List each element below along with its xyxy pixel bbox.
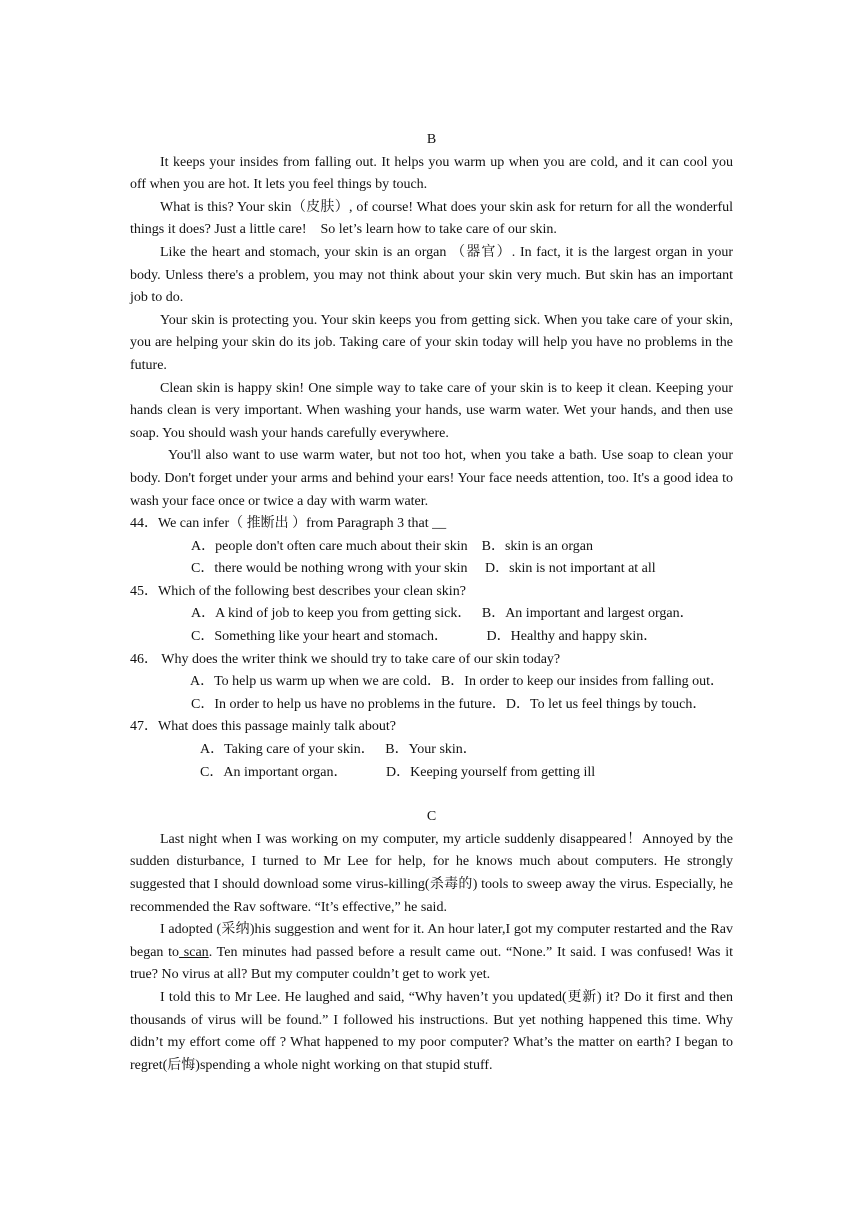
question-45-options-ab: A．A kind of job to keep you from getting sick． B．An important and largest organ． [191,606,694,622]
document-page [130,129,733,1077]
section-c-paragraph-2 [130,919,733,987]
question-47-stem: 47．What does this passage mainly talk about? [130,719,396,735]
section-b-paragraph-4: Your skin is protecting you. Your skin keeps you from getting sick. When you take care of your skin, you are helping your skin do its job. Taking care of your skin today will help you have no problems in the future. [130,312,733,373]
question-44-options-cd: C．there would be nothing wrong with your skin D．skin is not important at all [191,561,656,577]
question-44-stem: 44．We can infer（ 推断出 ）from Paragraph 3 that __ [130,516,447,532]
section-b-paragraph-1: It keeps your insides from falling out. It helps you warm up when you are cold, and it can cool you off when you are hot. It lets you feel things by touch. [130,154,733,193]
question-46-options-ab-text: A．To help us warm up when we are cold．B．In order to keep our insides from falling out． [190,674,725,690]
question-45-stem: 45．Which of the following best describes your clean skin? [130,583,466,599]
section-c-heading: C [426,809,437,825]
question-44-options-ab: A．people don't often care much about their skin B．skin is an organ [191,538,593,554]
question-47-options-ab: A．Taking care of your skin． B．Your skin． [200,742,477,758]
section-c-paragraph-1: Last night when I was working on my computer, my article suddenly disappeared！Annoyed by the sudden disturbance, I turned to Mr Lee for help, for he knows much about computers. He strongly suggested that I should download some virus-killing(杀毒的) tools to sweep away the virus. Especially, he recommended the Rav software. “It’s effective,” he said. [130,831,733,915]
section-b-heading: B [426,132,437,147]
question-47 [130,716,733,784]
section-b-paragraph-2: What is this? Your skin（皮肤）, of course! What does your skin ask for return for all the wonderful things it does? Just a little care! So let’s learn how to take care of our skin. [130,199,733,238]
question-46-options-cd: C．In order to help us have no problems in the future．D．To let us feel things by touch． [191,696,707,712]
question-46-stem: 46． Why does the writer think we should try to take care of our skin today? [130,651,561,667]
question-44 [130,513,733,581]
question-46 [130,649,733,717]
question-45 [130,581,733,649]
section-b-paragraph-5: Clean skin is happy skin! One simple way to take care of your skin is to keep it clean. Keeping your hands clean is very important. When washing your hands, use warm water. Wet your hands, and then use soap. You should wash your hands carefully everywhere. [130,380,733,441]
question-47-options-cd: C．An important organ． D．Keeping yourself from getting ill [200,764,596,780]
section-b-paragraph-3: Like the heart and stomach, your skin is an organ （器官）. In fact, it is the largest organ in your body. Unless there's a problem, you may not think about your skin very much. But skin has an important job to do. [130,244,733,306]
section-spacer [130,784,733,806]
section-c-paragraph-3: I told this to Mr Lee. He laughed and said, “Why haven’t you updated(更新) it? Do it first and then thousands of virus will be found.” I followed his instructions. But yet nothing happened this time. Why didn’t my effort come off ? What happened to my poor computer? What’s the matter on earth? I began to regret(后悔)spending a whole night working on that stupid stuff. [130,989,733,1073]
section-b-paragraph-6: You'll also want to use warm water, but not too hot, when you take a bath. Use soap to clean your body. Don't forget under your arms and behind your ears! Your face needs attention, too. It's a good idea to wash your face once or twice a day with warm water. [130,448,733,509]
question-45-options-cd: C．Something like your heart and stomach． D．Healthy and happy skin． [191,629,658,645]
section-c-paragraph-2-start: I adopted (采纳)his suggestion and went for it. An hour later,I got my computer restarted and the Rav began to [130,922,733,960]
question-46-options-ab [130,671,733,694]
scan-underlined-word: scan [179,944,209,960]
section-c-paragraph-2-end: . Ten minutes had passed before a result came out. “None.” It said. I was confused! Was it true? No virus at all? But my computer couldn’t get to work yet. [130,944,733,983]
